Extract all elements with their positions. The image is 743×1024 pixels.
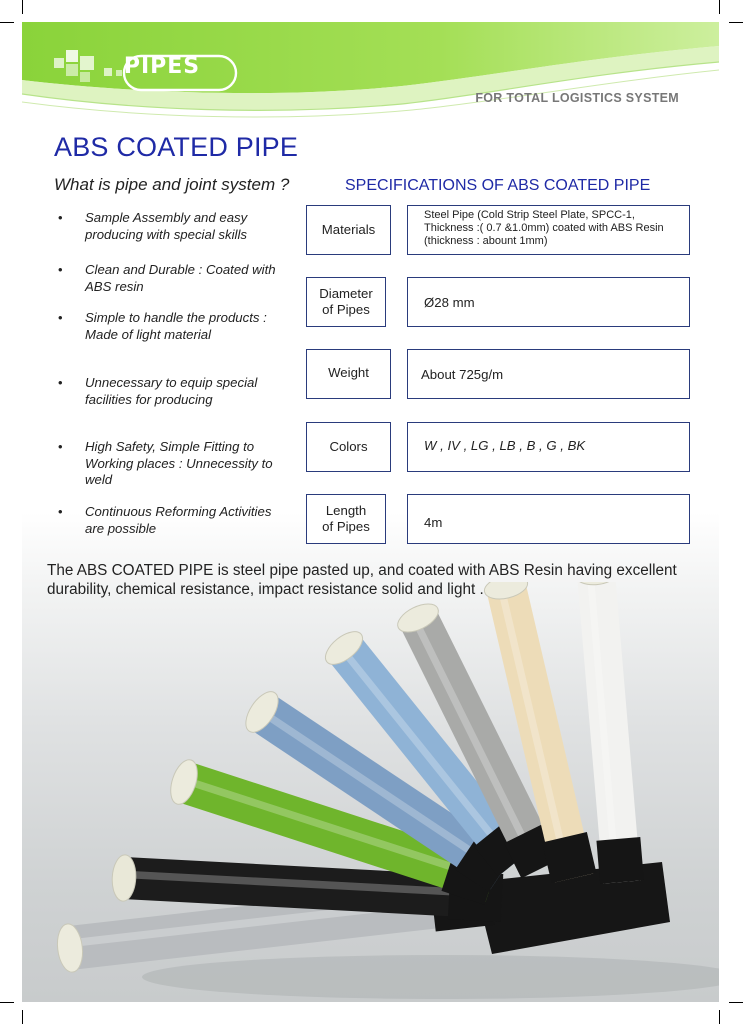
tagline: FOR TOTAL LOGISTICS SYSTEM [475, 91, 679, 105]
brochure-page [22, 22, 719, 1002]
spec-value-colors: W , IV , LG , LB , B , G , BK [407, 422, 690, 472]
crop-mark [729, 22, 743, 23]
crop-mark [0, 22, 14, 23]
crop-mark [719, 0, 720, 14]
product-description: The ABS COATED PIPE is steel pipe pasted up, and coated with ABS Resin having excellent durability, chemical resistance, impact resistance solid and light . [47, 562, 677, 598]
crop-mark [22, 1010, 23, 1024]
specifications-heading: SPECIFICATIONS OF ABS COATED PIPE [345, 177, 651, 194]
photo-shadow [142, 955, 719, 999]
spec-value-weight: About 725g/m [407, 349, 690, 399]
spec-label-colors: Colors [306, 422, 391, 472]
crop-mark [729, 1002, 743, 1003]
spec-label-weight: Weight [306, 349, 391, 399]
crop-mark [22, 0, 23, 14]
feature-item: • High Safety, Simple Fitting to Working places : Unnecessity to weld [54, 439, 294, 489]
spec-label-diameter: Diameter of Pipes [306, 277, 386, 327]
feature-item: • Sample Assembly and easy producing with special skills [54, 210, 294, 243]
logo-text: PIPES [123, 54, 201, 79]
spec-value-materials: Steel Pipe (Cold Strip Steel Plate, SPCC-1, Thickness :( 0.7 &1.0mm) coated with ABS Resin (thickness : abount 1mm) [407, 205, 690, 255]
crop-mark [719, 1010, 720, 1024]
crop-mark [0, 1002, 14, 1003]
spec-value-diameter: Ø28 mm [407, 277, 690, 327]
section-subtitle: What is pipe and joint system ? [54, 175, 290, 194]
page-title: ABS COATED PIPE [54, 132, 299, 162]
pipe-fan-photo [22, 582, 719, 1002]
spec-label-length: Length of Pipes [306, 494, 386, 544]
spec-value-length: 4m [407, 494, 690, 544]
feature-item: • Unnecessary to equip special facilities for producing [54, 375, 294, 408]
feature-item: • Clean and Durable : Coated with ABS resin [54, 262, 294, 295]
spec-label-materials: Materials [306, 205, 391, 255]
feature-item: • Simple to handle the products : Made of light material [54, 310, 294, 343]
feature-item: • Continuous Reforming Activities are possible [54, 504, 294, 537]
